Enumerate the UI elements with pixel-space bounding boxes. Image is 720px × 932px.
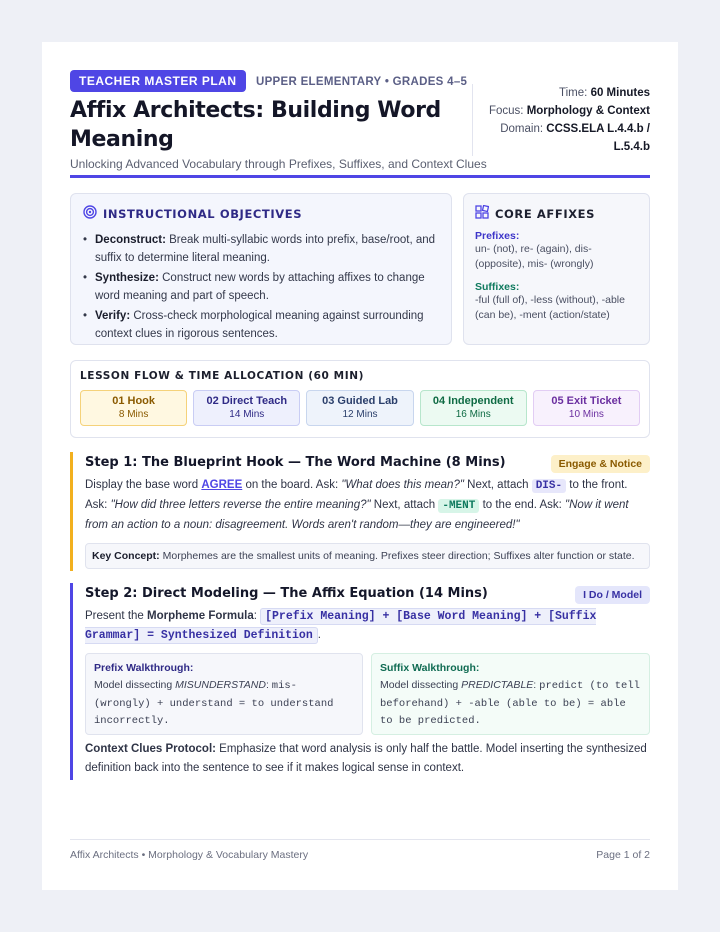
suffix-walkthrough-title: Suffix Walkthrough:: [380, 662, 480, 674]
grade-level: UPPER ELEMENTARY • GRADES 4–5: [255, 76, 468, 88]
step-1-body: Display the base word AGREE on the board. Ask: "What does this mean?" Next, attach DIS- to the front. Ask: "How did three letters reverse the entire meaning?" Next, attach -MENT to the end. Ask: "Now it went from an action to a noun: disagreement. Words aren't random—they are engineered!": [85, 479, 629, 531]
objective-item: • Deconstruct: Break multi-syllabic words into prefix, base/root, and suffix to determine literal meaning.: [83, 232, 439, 267]
prefix-walkthrough-body: Model dissecting MISUNDERSTAND: mis- (wrongly) + understand = to understand incorrectly.: [94, 679, 334, 727]
objectives-list: [83, 232, 439, 343]
meta-domain: Domain: CCSS.ELA L.4.4.b / L.5.4.b: [500, 123, 650, 153]
prefix-walkthrough-card: [85, 653, 363, 735]
blocks-icon: [475, 205, 489, 222]
lesson-page: [42, 42, 678, 890]
focus-value: Morphology & Context: [526, 105, 650, 117]
prefixes-label: Prefixes:: [475, 230, 520, 242]
step-1-section: [70, 452, 650, 571]
base-word: AGREE: [201, 479, 243, 491]
page-content: [70, 70, 650, 780]
meta-time: Time: 60 Minutes: [559, 87, 650, 99]
model-badge: I Do / Model: [575, 586, 650, 604]
key-concept-box: Key Concept: Morphemes are the smallest units of meaning. Prefixes steer direction; Suffixes alter function or state.: [85, 543, 650, 569]
step-1-title: Step 1: The Blueprint Hook — The Word Machine (8 Mins): [85, 455, 506, 470]
objective-item: • Verify: Cross-check morphological meaning against surrounding context clues in rigorous sentences.: [83, 308, 439, 343]
plan-type-tag: TEACHER MASTER PLAN: [70, 70, 246, 92]
objectives-heading: INSTRUCTIONAL OBJECTIVES: [83, 205, 439, 222]
target-icon: [83, 205, 97, 222]
overview-grid: [70, 193, 650, 345]
suffixes-label: Suffixes:: [475, 281, 520, 293]
morpheme-formula: [Prefix Meaning] + [Base Word Meaning] + [Suffix Grammar] = Synthesized Definition: [85, 610, 597, 642]
meta-focus: Focus: Morphology & Context: [488, 105, 650, 117]
step-2-title: Step 2: Direct Modeling — The Affix Equation (14 Mins): [85, 586, 488, 601]
lesson-flow-title: LESSON FLOW & TIME ALLOCATION (60 MIN): [80, 370, 365, 382]
suffix-walkthrough-body: Model dissecting PREDICTABLE: predict (to tell beforehand) + -able (able to be) = able to be predicted.: [380, 679, 640, 727]
phase-guided-lab: 03 Guided Lab 12 Mins: [306, 390, 413, 426]
page-number: Page 1 of 2: [596, 849, 650, 861]
step-2-section: [70, 583, 650, 780]
objectives-card: [70, 193, 452, 345]
phase-direct-teach: 02 Direct Teach 14 Mins: [193, 390, 300, 426]
page-header: [70, 70, 650, 178]
time-value: 60 Minutes: [590, 87, 650, 99]
suffix-chip: -MENT: [438, 499, 479, 513]
page-footer: [70, 839, 650, 861]
page-title: Affix Architects: Building Word Meaning: [70, 98, 441, 152]
phase-list: [80, 390, 640, 426]
objective-item: • Synthesize: Construct new words by attaching affixes to change word meaning and part of speech.: [83, 270, 439, 305]
prefix-chip: DIS-: [532, 479, 566, 493]
walkthrough-grid: [85, 653, 650, 737]
phase-independent: 04 Independent 16 Mins: [420, 390, 527, 426]
suffix-walkthrough-card: [371, 653, 650, 735]
lesson-meta: [472, 84, 650, 156]
phase-hook: 01 Hook 8 Mins: [80, 390, 187, 426]
affixes-heading: CORE AFFIXES: [475, 205, 638, 222]
suffixes-list: -ful (full of), -less (without), -able (can be), -ment (action/state): [475, 294, 625, 321]
prefixes-list: un- (not), re- (again), dis- (opposite), mis- (wrongly): [475, 243, 594, 270]
domain-value: CCSS.ELA L.4.4.b / L.5.4.b: [546, 123, 650, 153]
step-2-intro: Present the Morpheme Formula: [Prefix Meaning] + [Base Word Meaning] + [Suffix Grammar] = Synthesized Definition .: [85, 610, 597, 642]
core-affixes-card: [463, 193, 650, 345]
page-subtitle: Unlocking Advanced Vocabulary through Prefixes, Suffixes, and Context Clues: [70, 157, 487, 171]
prefix-walkthrough-title: Prefix Walkthrough:: [94, 662, 194, 674]
context-clues-protocol: Context Clues Protocol: Emphasize that word analysis is only half the battle. Model inserting the synthesized definition back into the sentence to see if it makes logical sense in context.: [85, 743, 647, 774]
footer-title: Affix Architects • Morphology & Vocabulary Mastery: [70, 849, 309, 861]
phase-exit-ticket: 05 Exit Ticket 10 Mins: [533, 390, 640, 426]
engage-badge: Engage & Notice: [551, 455, 650, 473]
lesson-flow: [70, 360, 650, 438]
